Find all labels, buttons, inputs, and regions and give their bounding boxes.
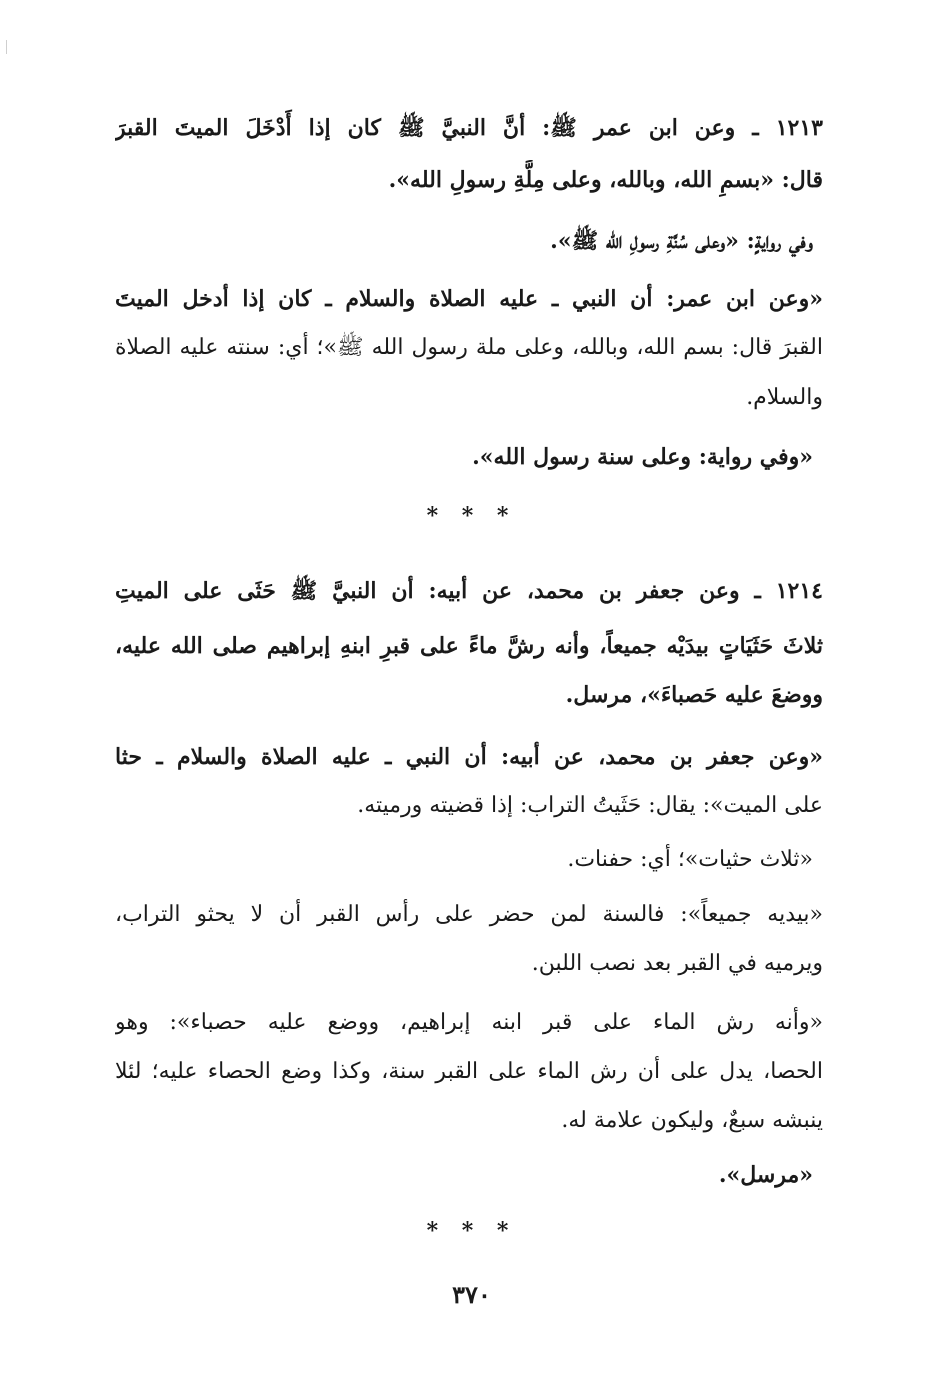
sharh-1213-line-3: والسلام. bbox=[746, 385, 823, 410]
hadith-1214-line-1: ١٢١٤ ـ وعن جعفر بن محمد، عن أبيه: أن النبيَّ ﷺ حَثَى على الميتِ bbox=[115, 578, 823, 604]
section-separator: * * * bbox=[426, 1218, 517, 1244]
section-separator: * * * bbox=[426, 503, 517, 529]
hadith-1214-line-3: ووضعَ عليه حَصباءَ»، مرسل. bbox=[565, 682, 823, 708]
sharh-1214-line-7: الحصا، يدل على أن رش الماء على القبر سنة، وكذا وضع الحصاء عليه؛ لئلا bbox=[115, 1059, 823, 1084]
sharh-1214-line-9: «مرسل». bbox=[718, 1162, 813, 1188]
sharh-1213-line-1: «وعن ابن عمر: أن النبي ـ عليه الصلاة والسلام ـ كان إذا أدخل الميتَ bbox=[115, 286, 823, 312]
sharh-1214-line-3: «ثلاث حثيات»؛ أي: حفنات. bbox=[567, 847, 813, 872]
sharh-1214-line-5: ويرميه في القبر بعد نصب اللبن. bbox=[531, 951, 823, 976]
hadith-1213-line-1: ١٢١٣ ـ وعن ابن عمر ﷺ: أنَّ النبيَّ ﷺ كان إذا أَدْخَلَ الميتَ القبرَ bbox=[115, 115, 823, 141]
sharh-1214-line-2: على الميت»: يقال: حَثَيتُ التراب: إذا قضيته ورميته. bbox=[357, 793, 823, 818]
sharh-1214-line-4: «بيديه جميعاً»: فالسنة لمن حضر على رأس القبر أن لا يحثو التراب، bbox=[115, 902, 823, 927]
sharh-1214-line-1: «وعن جعفر بن محمد، عن أبيه: أن النبي ـ عليه الصلاة والسلام ـ حثا bbox=[115, 744, 823, 770]
sharh-1214-line-6: «وأنه رش الماء على قبر ابنه إبراهيم، ووضع عليه حصباء»: وهو bbox=[115, 1010, 823, 1035]
hadith-1213-line-2: قال: «بسمِ الله، وبالله، وعلى مِلَّةِ رسولِ الله». bbox=[388, 167, 823, 193]
scan-edge-mark bbox=[6, 40, 7, 54]
page-number: ٣٧٠ bbox=[452, 1280, 491, 1309]
sharh-1213-riwaya: «وفي رواية: وعلى سنة رسول الله». bbox=[472, 444, 813, 470]
hadith-1213-riwaya: وفي روايةٍ: «وعلى سُنَّةِ رسولِ الله ﷺ». bbox=[550, 228, 813, 254]
sharh-1214-line-8: ينبشه سبعٌ، وليكون علامة له. bbox=[561, 1108, 823, 1133]
hadith-1214-line-2: ثلاثَ حَثَيَاتٍ بيدَيْه جميعاً، وأنه رشَّ ماءً على قبرِ ابنهِ إبراهيم صلى الله عليه، bbox=[115, 633, 823, 659]
sharh-1213-line-2: القبرَ قال: بسم الله، وبالله، وعلى ملة رسول الله ﷺ»؛ أي: سنته عليه الصلاة bbox=[115, 335, 823, 360]
